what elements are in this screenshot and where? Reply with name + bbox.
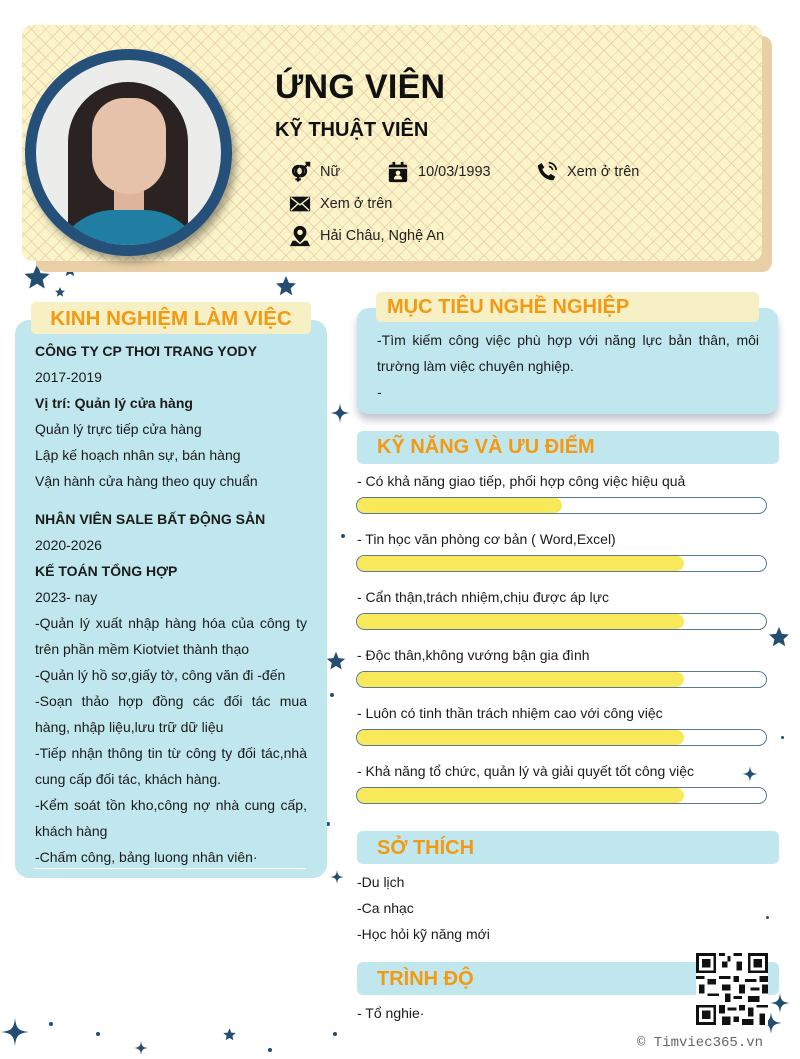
envelope-icon: [289, 193, 311, 215]
dot-decoration: [330, 693, 334, 697]
skill-label: - Tin học văn phòng cơ bản ( Word,Excel): [357, 531, 616, 547]
position: Vị trí: Quản lý cửa hàng: [35, 395, 193, 411]
dot-decoration: [96, 1032, 100, 1036]
email-info: [289, 193, 392, 215]
star-decoration-icon: [222, 1027, 237, 1042]
copyright-text: © Timviec365.vn: [637, 1035, 764, 1051]
qr-code-icon: [696, 953, 768, 1025]
duty: Lập kế hoạch nhân sự, bán hàng: [35, 447, 241, 463]
skill-label: - Độc thân,không vướng bận gia đình: [357, 647, 590, 663]
dot-decoration: [268, 1048, 272, 1052]
email-value: Xem ở trên: [320, 196, 393, 212]
gender-info: [289, 161, 340, 183]
period: 2020-2026: [35, 537, 102, 553]
education-item: - Tổ nghie·: [357, 1005, 425, 1021]
dot-decoration: [766, 916, 769, 919]
star-decoration-icon: [54, 286, 66, 298]
avatar-frame: [25, 49, 232, 256]
star-decoration-icon: [274, 274, 298, 298]
hobbies-title: SỞ THÍCH: [377, 837, 475, 859]
duty: -Quản lý hồ sơ,giấy tờ, công văn đi -đến: [35, 667, 286, 683]
skill-progress-bar: [356, 671, 767, 688]
phone-value: Xem ở trên: [567, 164, 640, 180]
period: 2023- nay: [35, 589, 98, 605]
duty: -Quản lý xuất nhập hàng hóa của công ty trên phần mềm Kiotviet thành thạo: [35, 615, 307, 657]
objective-line: -: [377, 384, 382, 400]
skill-progress-bar: [356, 555, 767, 572]
birthday-value: 10/03/1993: [418, 164, 491, 180]
education-title: TRÌNH ĐỘ: [377, 968, 474, 990]
skill-label: - Cẩn thận,trách nhiệm,chịu được áp lực: [357, 589, 610, 605]
skill-label: - Khả năng tổ chức, quản lý và giải quyết tốt công việc: [357, 763, 695, 779]
skill-fill: [357, 730, 684, 745]
skill-progress-bar: [356, 787, 767, 804]
dot-decoration: [333, 1032, 337, 1036]
sparkle-decoration-icon: [742, 766, 758, 782]
experience-title: KINH NGHIỆM LÀM VIỆC: [31, 302, 311, 334]
duty: -Soạn thảo hợp đồng các đối tác mua hàng, nhập liệu,lưu trữ dữ liệu: [35, 693, 307, 735]
duty: -Tiếp nhận thông tin từ công ty đối tác,nhà cung cấp đối tác, khách hàng.: [35, 745, 307, 787]
position: KẾ TOÁN TỔNG HỢP: [35, 563, 178, 579]
address-value: Hải Châu, Nghệ An: [320, 228, 445, 244]
birthday-info: [387, 161, 491, 183]
sparkle-decoration-icon: [330, 870, 344, 884]
objective-content: [377, 327, 759, 405]
duty: Vận hành cửa hàng theo quy chuẩn: [35, 473, 258, 489]
job-title: KỸ THUẬT VIÊN: [275, 119, 429, 141]
duty: -Kểm soát tồn kho,công nợ nhà cung cấp, khách hàng: [35, 797, 307, 839]
hobby-item: -Ca nhạc: [357, 900, 414, 916]
sparkle-decoration-icon: [1, 1017, 29, 1047]
skills-title: KỸ NĂNG VÀ ƯU ĐIỂM: [377, 436, 595, 458]
skill-fill: [357, 614, 684, 629]
gender-value: Nữ: [320, 164, 341, 180]
duty: Quản lý trực tiếp cửa hàng: [35, 421, 202, 437]
dot-decoration: [49, 1022, 53, 1026]
candidate-name: ỨNG VIÊN: [275, 68, 446, 106]
sparkle-decoration-icon: [330, 403, 350, 423]
divider: [35, 868, 306, 869]
experience-content: [35, 338, 307, 870]
gender-icon: [289, 161, 311, 183]
calendar-icon: [387, 161, 409, 183]
dot-decoration: [341, 534, 345, 538]
hobby-item: -Du lịch: [357, 874, 405, 890]
company-name: CÔNG TY CP THƠI TRANG YODY: [35, 343, 257, 359]
skill-fill: [357, 556, 684, 571]
phone-info: [536, 161, 639, 183]
period: 2017-2019: [35, 369, 102, 385]
star-decoration-icon: [325, 650, 347, 672]
skill-fill: [357, 498, 562, 513]
skill-label: - Luôn có tinh thần trách nhiệm cao với công việc: [357, 705, 663, 721]
skill-progress-bar: [356, 497, 767, 514]
skill-fill: [357, 672, 684, 687]
hobby-item: -Học hỏi kỹ năng mới: [357, 926, 490, 942]
dot-decoration: [781, 736, 784, 739]
duty: -Chấm công, bảng luong nhân viên·: [35, 849, 258, 865]
avatar: [36, 60, 221, 245]
skill-progress-bar: [356, 613, 767, 630]
sparkle-decoration-icon: [770, 993, 790, 1013]
location-pin-icon: [289, 225, 311, 247]
address-info: [289, 225, 444, 247]
phone-icon: [536, 161, 558, 183]
star-decoration-icon: [767, 625, 791, 649]
objective-line: -Tìm kiếm công việc phù hợp với năng lực bản thân, môi trường làm việc chuyên nghiệp.: [377, 332, 759, 374]
skill-fill: [357, 788, 684, 803]
skill-progress-bar: [356, 729, 767, 746]
objective-title: MỤC TIÊU NGHỀ NGHIỆP: [376, 292, 759, 322]
skill-label: - Có khả năng giao tiếp, phối hợp công việc hiệu quả: [357, 473, 686, 489]
position: NHÂN VIÊN SALE BẤT ĐỘNG SẢN: [35, 511, 266, 527]
sparkle-decoration-icon: [134, 1041, 148, 1055]
